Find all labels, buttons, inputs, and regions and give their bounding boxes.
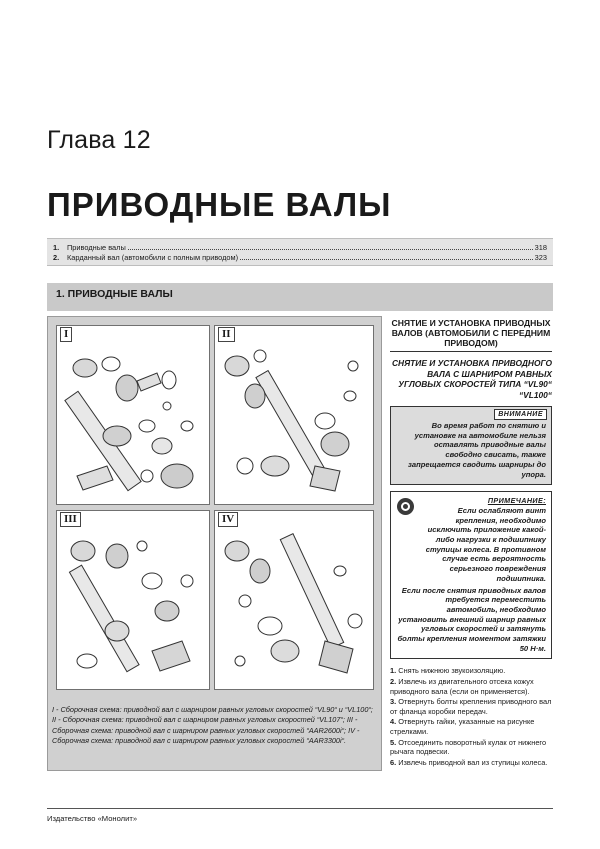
step-text: Извлечь из двигательного отсека кожух приводного вала (если он применяется).	[390, 677, 534, 696]
toc-entry-page: 318	[534, 243, 547, 252]
step-number: 5.	[390, 737, 397, 747]
footer-divider	[47, 808, 553, 809]
toc-entry[interactable]	[53, 243, 547, 253]
procedure-step	[390, 697, 552, 716]
toc-entry-page: 323	[534, 253, 547, 262]
toc-leader-dots	[128, 249, 533, 250]
note-text: Если после снятия приводных валов требуется переместить автомобиль, необходимо установить внешний шарнир равных угловых скоростей и затянуть болты крепления моментом затяжки 50 Н·м.	[397, 585, 546, 653]
chapter-label: Глава 12	[47, 126, 151, 154]
figure-panel-2	[214, 325, 374, 505]
procedure-steps	[390, 666, 552, 767]
note-title: ПРИМЕЧАНИЕ:	[487, 496, 546, 506]
procedure-step	[390, 758, 552, 768]
note-box	[390, 491, 552, 659]
figure-panel-3	[56, 510, 210, 690]
procedure-step	[390, 666, 552, 676]
panel-label: IV	[218, 512, 238, 527]
section-title: 1. ПРИВОДНЫЕ ВАЛЫ	[56, 288, 173, 300]
panel-label: I	[60, 327, 72, 342]
step-number: 1.	[390, 666, 397, 676]
assembly-figure	[47, 316, 382, 771]
panel-label: II	[218, 327, 235, 342]
toc-entry[interactable]	[53, 253, 547, 263]
procedure-step	[390, 677, 552, 696]
step-text: Отвернуть болты крепления приводного вал от фланца коробки передач.	[390, 697, 552, 716]
step-text: Отсоединить поворотный кулак от нижнего рычага подвески.	[390, 737, 547, 757]
procedure-step	[390, 717, 552, 736]
toc-entry-number: 1.	[53, 243, 60, 252]
figure-panel-4	[214, 510, 374, 690]
step-number: 6.	[390, 757, 397, 767]
driveshaft-exploded-drawing-3	[57, 511, 209, 689]
step-text: Извлечь приводной вал из ступицы колеса.	[398, 757, 548, 767]
step-number: 2.	[390, 677, 397, 687]
procedure-heading: СНЯТИЕ И УСТАНОВКА ПРИВОДНЫХ ВАЛОВ (АВТОМОБИЛИ С ПЕРЕДНИМ ПРИВОДОМ)	[390, 318, 552, 352]
driveshaft-exploded-drawing-4	[215, 511, 373, 689]
section-header-bar	[47, 283, 553, 311]
procedure-step	[390, 738, 552, 757]
footer-publisher: Издательство «Монолит»	[47, 814, 138, 823]
right-column	[390, 318, 552, 768]
step-number: 4.	[390, 717, 397, 727]
note-text: Если ослабляют винт крепления, необходимо исключить приложение какой-либо нагрузки к подшипнику ступицы колеса. В противном случае есть вероятность серьезного повреждения подшипника.	[425, 505, 546, 583]
procedure-subheading: СНЯТИЕ И УСТАНОВКА ПРИВОДНОГО ВАЛА С ШАРНИРОМ РАВНЫХ УГЛОВЫХ СКОРОСТЕЙ ТИПА “VL90“ “VL100“	[391, 358, 552, 400]
note-icon	[397, 498, 414, 515]
figure-caption: I - Сборочная схема: приводной вал с шарниром равных угловых скоростей “VL90“ и “VL100“; II - Сборочная схема: приводной вал с шарниром равных угловых скоростей “VL107“; III - Сборочная схема: приводной вал с шарниром равных угловых скоростей “AAR2600i“; IV - Сборочная схема: приводной вал с шарниром равных угловых скоростей “AAR3300i“.	[52, 705, 373, 745]
warning-box	[390, 406, 552, 485]
warning-text: Во время работ по снятию и установке на автомобиле нельзя оставлять приводные валы свободно свисать, также запрещается сводить шарниры до упора.	[408, 421, 546, 479]
toc-entry-title: Карданный вал (автомобили с полным приводом)	[67, 253, 239, 262]
chapter-title: ПРИВОДНЫЕ ВАЛЫ	[47, 186, 392, 223]
driveshaft-exploded-drawing-1	[57, 326, 209, 504]
step-number: 3.	[390, 697, 397, 707]
panel-label: III	[60, 512, 81, 527]
table-of-contents	[47, 238, 553, 266]
toc-entry-title: Приводные валы	[67, 243, 126, 252]
driveshaft-exploded-drawing-2	[215, 326, 373, 504]
step-text: Отвернуть гайки, указанные на рисунке стрелками.	[390, 717, 535, 737]
warning-label: ВНИМАНИЕ	[494, 409, 547, 420]
step-text: Снять нижнюю звукоизоляцию.	[398, 666, 506, 676]
figure-panel-1	[56, 325, 210, 505]
toc-entry-number: 2.	[53, 253, 60, 262]
toc-leader-dots	[240, 259, 533, 260]
